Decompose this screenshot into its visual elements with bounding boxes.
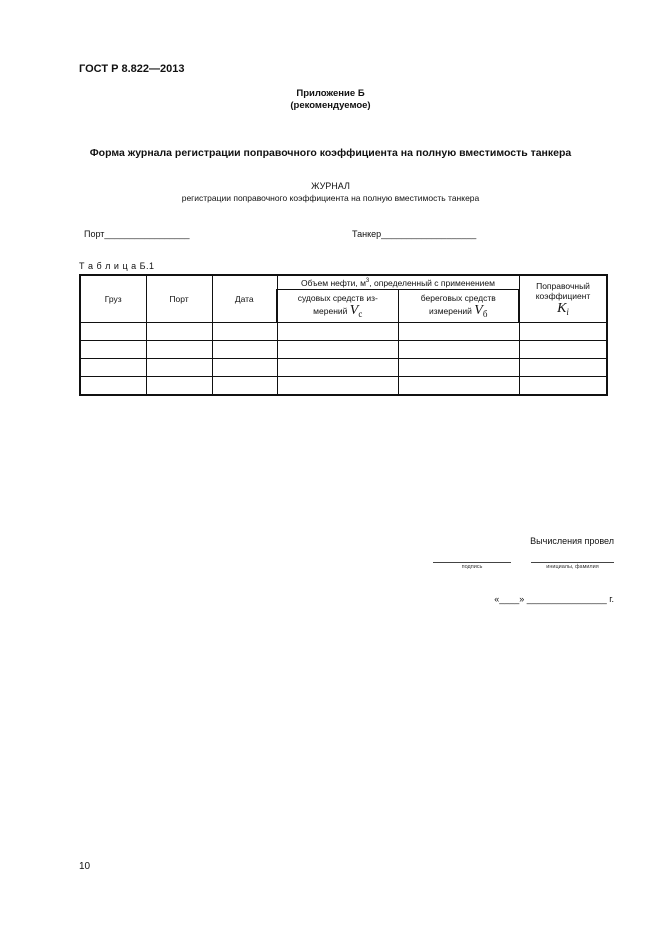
col-header-date: Дата xyxy=(212,275,277,323)
table-cell xyxy=(146,341,212,359)
table-cell xyxy=(80,323,146,341)
shore-symbol: V xyxy=(474,303,483,318)
col-header-coefficient xyxy=(519,275,607,323)
date-line: «____» ________________ г. xyxy=(494,594,614,604)
coef-subscript: i xyxy=(566,307,569,317)
table-cell xyxy=(80,359,146,377)
port-field: Порт_________________ xyxy=(84,229,190,239)
shore-subscript: б xyxy=(482,309,488,319)
calculations-label: Вычисления провел xyxy=(530,536,614,546)
shore-line2: измерений xyxy=(429,306,472,316)
ship-subscript: с xyxy=(358,309,363,319)
table-cell xyxy=(398,359,519,377)
table-row xyxy=(80,377,607,396)
table-cell xyxy=(277,341,398,359)
table-caption: Т а б л и ц а Б.1 xyxy=(79,261,155,271)
tanker-field: Танкер___________________ xyxy=(352,229,477,239)
journal-subtitle: регистрации поправочного коэффициента на полную вместимость танкера xyxy=(181,193,480,203)
table-row xyxy=(80,323,607,341)
document-standard-header: ГОСТ Р 8.822—2013 xyxy=(79,63,185,75)
table-cell xyxy=(398,377,519,396)
table-cell xyxy=(519,341,607,359)
name-caption: инициалы, фамилия xyxy=(531,562,614,570)
ship-symbol: V xyxy=(349,303,359,318)
table-cell xyxy=(146,323,212,341)
col-header-ship-means xyxy=(277,290,398,323)
table-cell xyxy=(212,359,277,377)
table-cell xyxy=(212,377,277,396)
table-cell xyxy=(212,341,277,359)
coef-line2: коэффициент xyxy=(535,291,591,301)
coef-symbol: K xyxy=(557,301,567,316)
shore-line1: береговых средств xyxy=(420,293,496,303)
volume-label-suffix: , определенный с применением xyxy=(369,277,495,288)
table-cell xyxy=(277,323,398,341)
page-number: 10 xyxy=(79,861,91,872)
table-cell xyxy=(146,377,212,396)
ship-line1: судовых средств из- xyxy=(297,293,378,303)
col-header-volume xyxy=(277,275,519,290)
table-cell xyxy=(519,323,607,341)
table-cell xyxy=(80,341,146,359)
table-cell xyxy=(146,359,212,377)
col-header-shore-means xyxy=(398,290,519,323)
table-row xyxy=(80,359,607,377)
signature-caption: подпись xyxy=(433,562,511,570)
form-title: Форма журнала регистрации поправочного коэффициента на полную вместимость танкера xyxy=(89,147,572,159)
table-cell xyxy=(398,323,519,341)
ship-line2: мерений xyxy=(313,306,348,316)
table-cell xyxy=(277,377,398,396)
volume-label: Объем нефти, м xyxy=(301,277,366,288)
table-cell xyxy=(212,323,277,341)
table-row xyxy=(80,341,607,359)
table-cell xyxy=(519,359,607,377)
table-cell xyxy=(80,377,146,396)
volume-exponent: 3 xyxy=(365,277,370,284)
coef-line1: Поправочный xyxy=(536,281,590,291)
table-cell xyxy=(519,377,607,396)
registration-table xyxy=(79,274,608,396)
table-cell xyxy=(398,341,519,359)
table-cell xyxy=(277,359,398,377)
annex-subtitle: (рекомендуемое) xyxy=(290,100,371,111)
annex-title: Приложение Б xyxy=(296,88,365,99)
col-header-cargo: Груз xyxy=(80,275,146,323)
journal-title: ЖУРНАЛ xyxy=(311,181,350,191)
col-header-port: Порт xyxy=(146,275,212,323)
